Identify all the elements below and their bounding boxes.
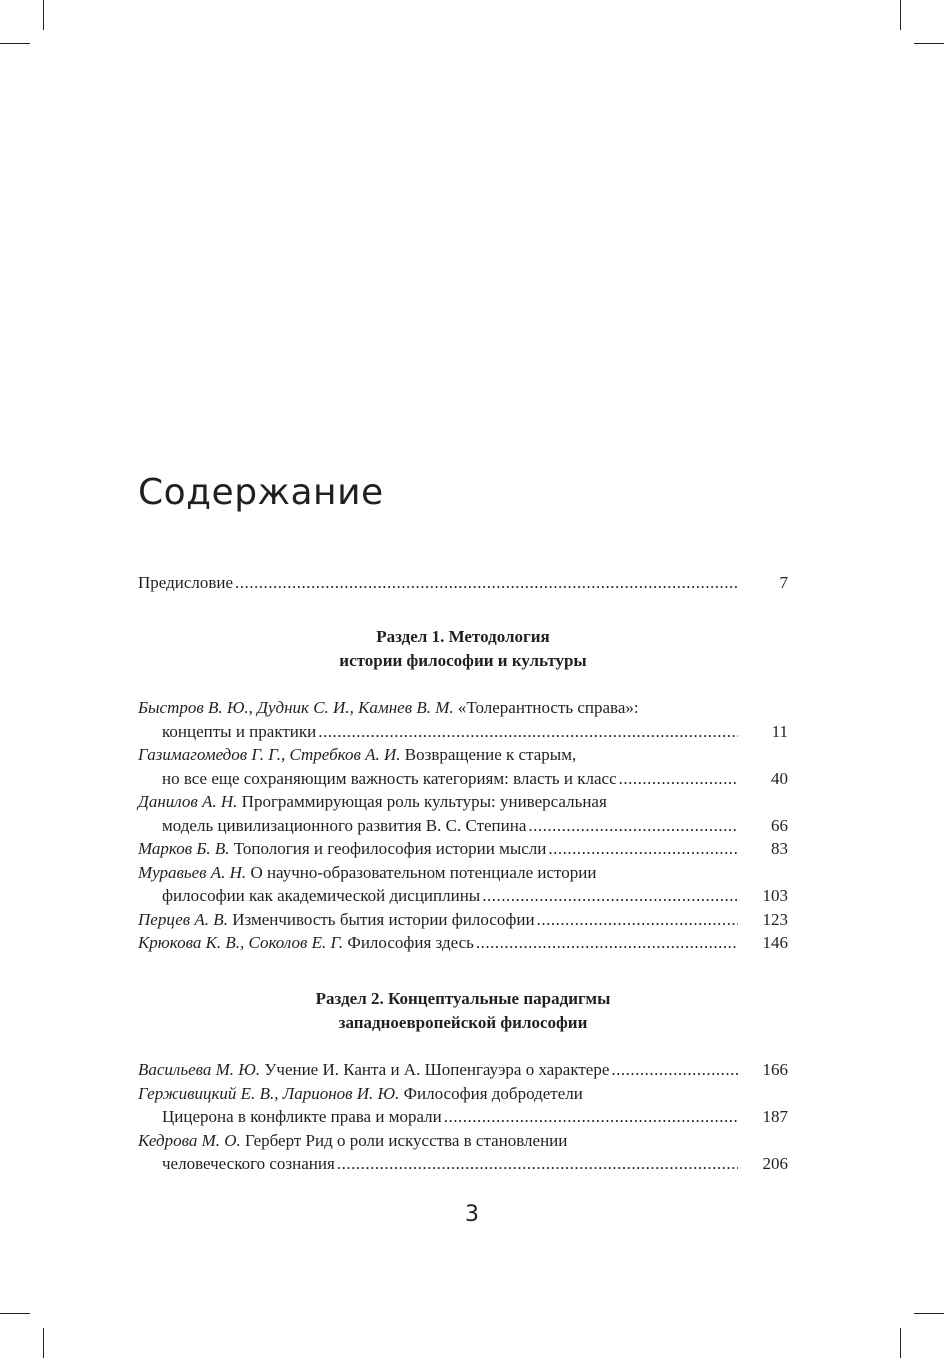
section-heading-line: Раздел 1. Методология bbox=[376, 627, 550, 646]
entry-page: 187 bbox=[762, 1107, 788, 1126]
toc-entry[interactable] bbox=[138, 696, 788, 743]
toc-entry[interactable] bbox=[138, 1082, 788, 1129]
entry-page: 11 bbox=[771, 721, 788, 741]
entry-authors: Муравьев А. Н. bbox=[138, 862, 247, 882]
section-heading-line: западноевропейской философии bbox=[338, 1013, 588, 1032]
section-entries bbox=[138, 696, 788, 955]
crop-mark bbox=[43, 1328, 44, 1358]
toc-entry[interactable] bbox=[138, 931, 788, 955]
entry-authors: Быстров В. Ю., Дудник С. И., Камнев В. М. bbox=[138, 698, 454, 717]
crop-mark bbox=[900, 0, 901, 30]
toc-entry[interactable] bbox=[138, 1129, 788, 1176]
section-entries bbox=[138, 1058, 788, 1176]
toc-entry-preface[interactable] bbox=[138, 571, 788, 595]
leader-dots bbox=[444, 1105, 738, 1129]
entry-authors: Марков Б. В. bbox=[138, 839, 230, 858]
crop-mark bbox=[914, 43, 944, 44]
leader-dots bbox=[528, 814, 738, 838]
entry-page: 7 bbox=[779, 573, 788, 592]
entry-page: 206 bbox=[762, 1154, 788, 1173]
crop-mark bbox=[43, 0, 44, 30]
section-heading-line: Раздел 2. Концептуальные парадигмы bbox=[315, 989, 611, 1008]
entry-title: Герберт Рид о роли искусства в становлении bbox=[245, 1130, 568, 1150]
entry-page: 166 bbox=[762, 1060, 788, 1079]
entry-title: О научно-образовательном потенциале истории bbox=[250, 862, 597, 882]
toc-entry[interactable] bbox=[138, 908, 788, 932]
entry-page: 40 bbox=[771, 768, 788, 788]
leader-dots bbox=[235, 571, 738, 595]
leader-dots bbox=[611, 1058, 738, 1082]
entry-title: человеческого сознания bbox=[162, 1154, 335, 1173]
crop-mark bbox=[900, 1328, 901, 1358]
page-number: 3 bbox=[465, 1202, 479, 1227]
entry-authors: Перцев А. В. bbox=[138, 909, 228, 929]
entry-page: 123 bbox=[762, 909, 788, 929]
entry-title: Цицерона в конфликте права и морали bbox=[162, 1107, 442, 1126]
leader-dots bbox=[548, 837, 738, 861]
entry-authors: Газимагомедов Г. Г., Стребков А. И. bbox=[138, 745, 401, 764]
leader-dots bbox=[476, 931, 738, 955]
entry-title: но все еще сохраняющим важность категориям: власть и класс bbox=[162, 768, 617, 788]
entry-authors: Герживицкий Е. В., Ларионов И. Ю. bbox=[138, 1083, 400, 1103]
entry-title: Топология и геофилософия истории мысли bbox=[233, 839, 547, 858]
leader-dots bbox=[482, 884, 738, 908]
crop-mark bbox=[0, 1313, 30, 1314]
crop-mark bbox=[0, 43, 30, 44]
entry-authors: Крюкова К. В., Соколов Е. Г. bbox=[138, 933, 344, 952]
crop-mark bbox=[914, 1313, 944, 1314]
entry-page: 146 bbox=[762, 933, 788, 952]
entry-title: Философия здесь bbox=[347, 933, 474, 952]
entry-page: 83 bbox=[771, 839, 788, 858]
entry-title: Учение И. Канта и А. Шопенгауэра о характере bbox=[264, 1060, 610, 1079]
toc-entry[interactable] bbox=[138, 861, 788, 908]
leader-dots bbox=[537, 908, 738, 932]
entry-title: «Толерантность справа»: bbox=[457, 698, 639, 717]
entry-title: Философия добродетели bbox=[403, 1083, 583, 1103]
toc-entry[interactable] bbox=[138, 790, 788, 837]
section-heading bbox=[138, 987, 788, 1035]
entry-page: 66 bbox=[771, 815, 788, 835]
toc-entry[interactable] bbox=[138, 837, 788, 861]
entry-title: Программирующая роль культуры: универсальная bbox=[241, 792, 607, 811]
entry-authors: Данилов А. Н. bbox=[138, 792, 238, 811]
entry-title: философии как академической дисциплины bbox=[162, 886, 481, 905]
entry-authors: Кедрова М. О. bbox=[138, 1130, 241, 1150]
leader-dots bbox=[318, 720, 738, 744]
entry-title: Предисловие bbox=[138, 573, 234, 592]
page-title: Содержание bbox=[138, 472, 384, 513]
leader-dots bbox=[337, 1152, 738, 1176]
leader-dots bbox=[619, 767, 738, 791]
entry-title: Возвращение к старым, bbox=[404, 745, 577, 764]
entry-title: модель цивилизационного развития В. С. Степина bbox=[162, 815, 527, 835]
toc-entry[interactable] bbox=[138, 1058, 788, 1082]
entry-authors: Васильева М. Ю. bbox=[138, 1060, 261, 1079]
entry-title: Изменчивость бытия истории философии bbox=[232, 909, 535, 929]
section-heading-line: истории философии и культуры bbox=[339, 651, 587, 670]
section-heading bbox=[138, 625, 788, 673]
entry-page: 103 bbox=[762, 886, 788, 905]
toc-entry[interactable] bbox=[138, 743, 788, 790]
entry-title: концепты и практики bbox=[162, 721, 317, 741]
